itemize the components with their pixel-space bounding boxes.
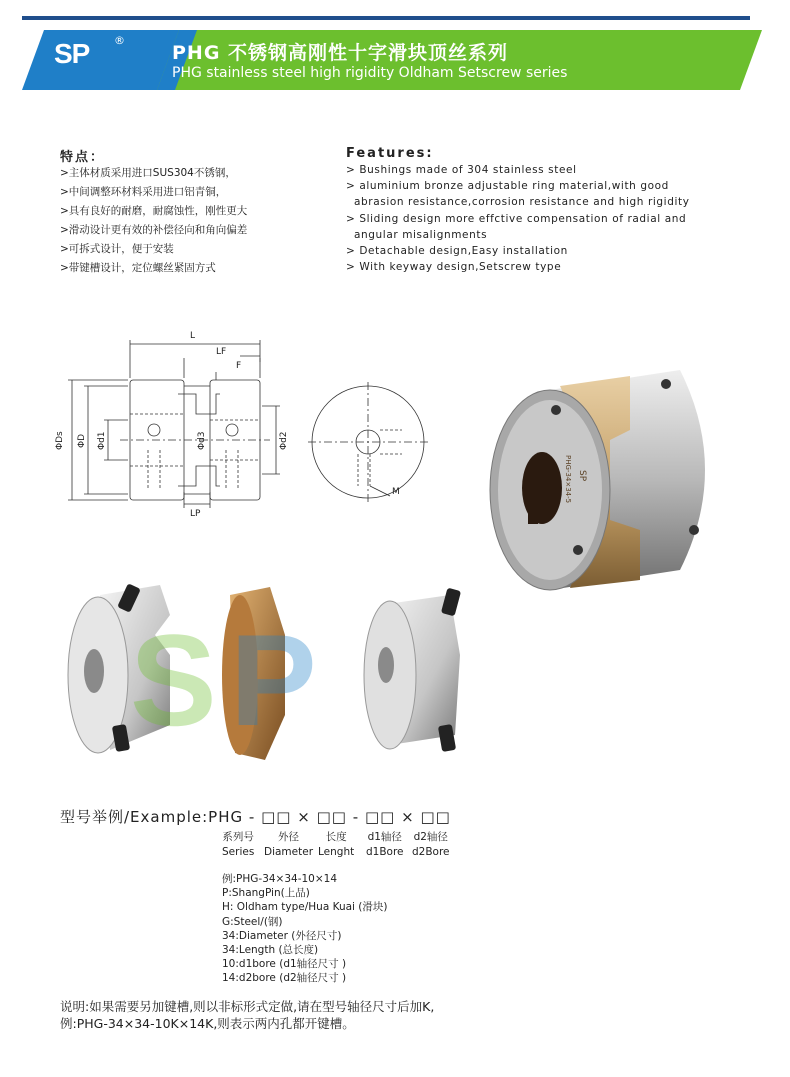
- feature-en-line: > With keyway design,Setscrew type: [346, 261, 562, 274]
- placeholder-box: □□: [364, 808, 396, 826]
- feature-en-line: > aluminium bronze adjustable ring material,with good: [346, 180, 669, 193]
- example-sep: ×: [401, 808, 415, 826]
- feature-cn-item: >主体材质采用进口SUS304不锈钢，: [60, 167, 236, 179]
- brand-logo: SP: [54, 38, 90, 69]
- feature-en-line: > Detachable design,Easy installation: [346, 245, 568, 258]
- placeholder-box: □□: [261, 808, 292, 826]
- dim-F: F: [236, 361, 242, 371]
- col-en: Lenght: [318, 846, 355, 858]
- note-line: 34:Length (总长度): [222, 944, 319, 957]
- col-cn: 外径: [278, 831, 300, 843]
- example-prefix: 型号举例/Example:PHG -: [60, 808, 256, 826]
- dim-d1: Φd1: [97, 431, 107, 450]
- feature-en-line: > Sliding design more effctive compensation of radial and: [346, 212, 687, 225]
- feature-cn-item: >中间调整环材料采用进口铝青铜，: [60, 186, 227, 198]
- dim-d3: Φd3: [197, 431, 207, 450]
- feature-en-line: > Bushings made of 304 stainless steel: [346, 164, 577, 176]
- feature-cn-item: >可拆式设计，便于安装: [60, 243, 174, 255]
- features-cn-list: [60, 164, 340, 278]
- example-notes: [222, 872, 388, 986]
- col-en: Series: [222, 846, 255, 858]
- col-en: d2Bore: [412, 846, 450, 858]
- note-line: 34:Diameter (外径尺寸): [222, 929, 342, 942]
- col-cn: d2轴径: [413, 831, 448, 843]
- watermark-s: S: [130, 607, 217, 753]
- photo-engraving-sub: PHG-34×34-5: [564, 455, 572, 504]
- note-line: 例:PHG-34×34-10×14: [222, 873, 338, 885]
- photo-engraving: SP: [577, 470, 587, 482]
- example-dash: -: [352, 808, 360, 826]
- dim-Ds: ΦDs: [55, 431, 65, 450]
- watermark-p: P: [230, 607, 317, 753]
- placeholder-box: □□: [420, 808, 451, 826]
- feature-cn-item: >带键槽设计，定位螺丝紧固方式: [60, 262, 216, 274]
- note-line: 10:d1bore (d1轴径尺寸 ): [222, 958, 347, 971]
- note-line: H: Oldham type/Hua Kuai (滑块): [222, 901, 388, 914]
- example-line: [60, 806, 451, 827]
- placeholder-box: □□: [316, 808, 347, 826]
- note-line: 14:d2bore (d2轴径尺寸 ): [222, 972, 347, 985]
- remark: [60, 998, 434, 1032]
- note-line: G:Steel/(钢): [222, 915, 283, 928]
- features-en-list: [346, 162, 746, 275]
- feature-en-line: abrasion resistance,corrosion resistance and high rigidity: [354, 196, 690, 209]
- feature-cn-item: >滑动设计更有效的补偿径向和角向偏差: [60, 224, 248, 236]
- features-en-heading: Features:: [346, 146, 434, 161]
- dim-D: ΦD: [77, 433, 87, 448]
- top-rule: [22, 16, 750, 20]
- col-en: d1Bore: [366, 846, 404, 858]
- dim-L: L: [190, 331, 196, 341]
- col-cn: 长度: [325, 831, 347, 843]
- dim-d2: Φd2: [279, 431, 289, 450]
- feature-cn-item: >具有良好的耐磨，耐腐蚀性，刚性更大: [60, 205, 248, 217]
- col-cn: d1轴径: [367, 831, 402, 843]
- registered-mark: ®: [114, 34, 125, 47]
- exploded-view: [60, 575, 480, 775]
- page-title-cn: PHG 不锈钢高刚性十字滑块顶丝系列: [172, 42, 509, 64]
- features-cn-heading: 特点：: [60, 150, 106, 165]
- dim-M: M: [392, 487, 400, 497]
- example-sep: ×: [297, 808, 311, 826]
- coupling-photo: [480, 360, 740, 610]
- page-title-en: PHG stainless steel high rigidity Oldham Setscrew series: [172, 65, 568, 81]
- dim-LP: LP: [190, 509, 201, 519]
- feature-en-line: angular misalignments: [354, 228, 488, 241]
- dim-LF: LF: [216, 347, 227, 357]
- col-en: Diameter: [264, 846, 314, 858]
- technical-drawing: [40, 310, 480, 520]
- remark-line: 说明:如果需要另加键槽,则以非标形式定做,请在型号轴径尺寸后加K,: [60, 999, 435, 1014]
- remark-line: 例:PHG-34×34-10K×14K,则表示两内孔都开键槽。: [60, 1016, 355, 1031]
- note-line: P:ShangPin(上品): [222, 887, 310, 900]
- col-cn: 系列号: [222, 831, 254, 843]
